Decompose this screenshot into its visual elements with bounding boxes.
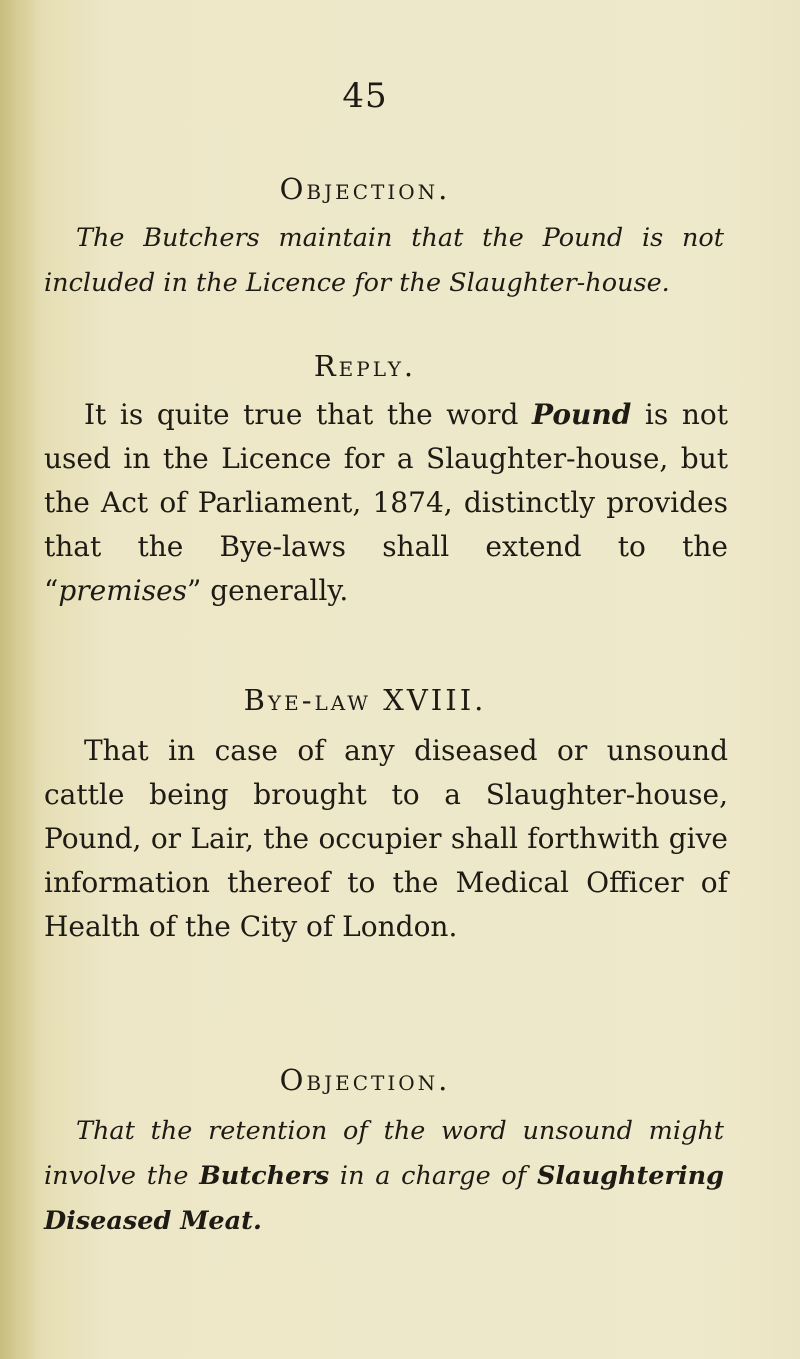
objection-2-part1: That the retention of the word unsound might involve the bbox=[44, 1116, 724, 1191]
bye-law-heading: Bye-law XVIII. bbox=[243, 683, 487, 717]
reply-text-part2: is not used in the Licence for a Slaughter-house, but the Act of Parliament, 1874, distinctly provides that the Bye-laws shall extend to the “ bbox=[44, 398, 728, 607]
objection-2-butchers: Butchers bbox=[199, 1161, 330, 1191]
objection-2-text bbox=[44, 1109, 724, 1244]
reply-text-part3: ” generally. bbox=[187, 574, 349, 607]
objection-text: The Butchers maintain that the Pound is not included in the Licence for the Slaughter-house. bbox=[44, 223, 724, 298]
reply-text bbox=[44, 393, 728, 613]
reply-text-pound: Pound bbox=[532, 398, 632, 431]
objection-2-part2: in a charge of bbox=[329, 1161, 537, 1191]
reply-text-premises: premises bbox=[58, 574, 188, 607]
page-number: 45 bbox=[342, 76, 388, 116]
reply-text-part1: It is quite true that the word bbox=[84, 398, 533, 431]
objection-2-diseased-meat: Slaughtering Diseased Meat. bbox=[44, 1161, 724, 1236]
objection-2-heading: Objection. bbox=[279, 1063, 451, 1097]
bye-law-text: That in case of any diseased or unsound cattle being brought to a Slaughter-house, Pound, or Lair, the occupier shall forthwith give information thereof to the Medical Officer of Health of the City of London. bbox=[44, 734, 728, 943]
reply-heading: Reply. bbox=[313, 349, 417, 383]
objection-heading: Objection. bbox=[279, 172, 451, 206]
